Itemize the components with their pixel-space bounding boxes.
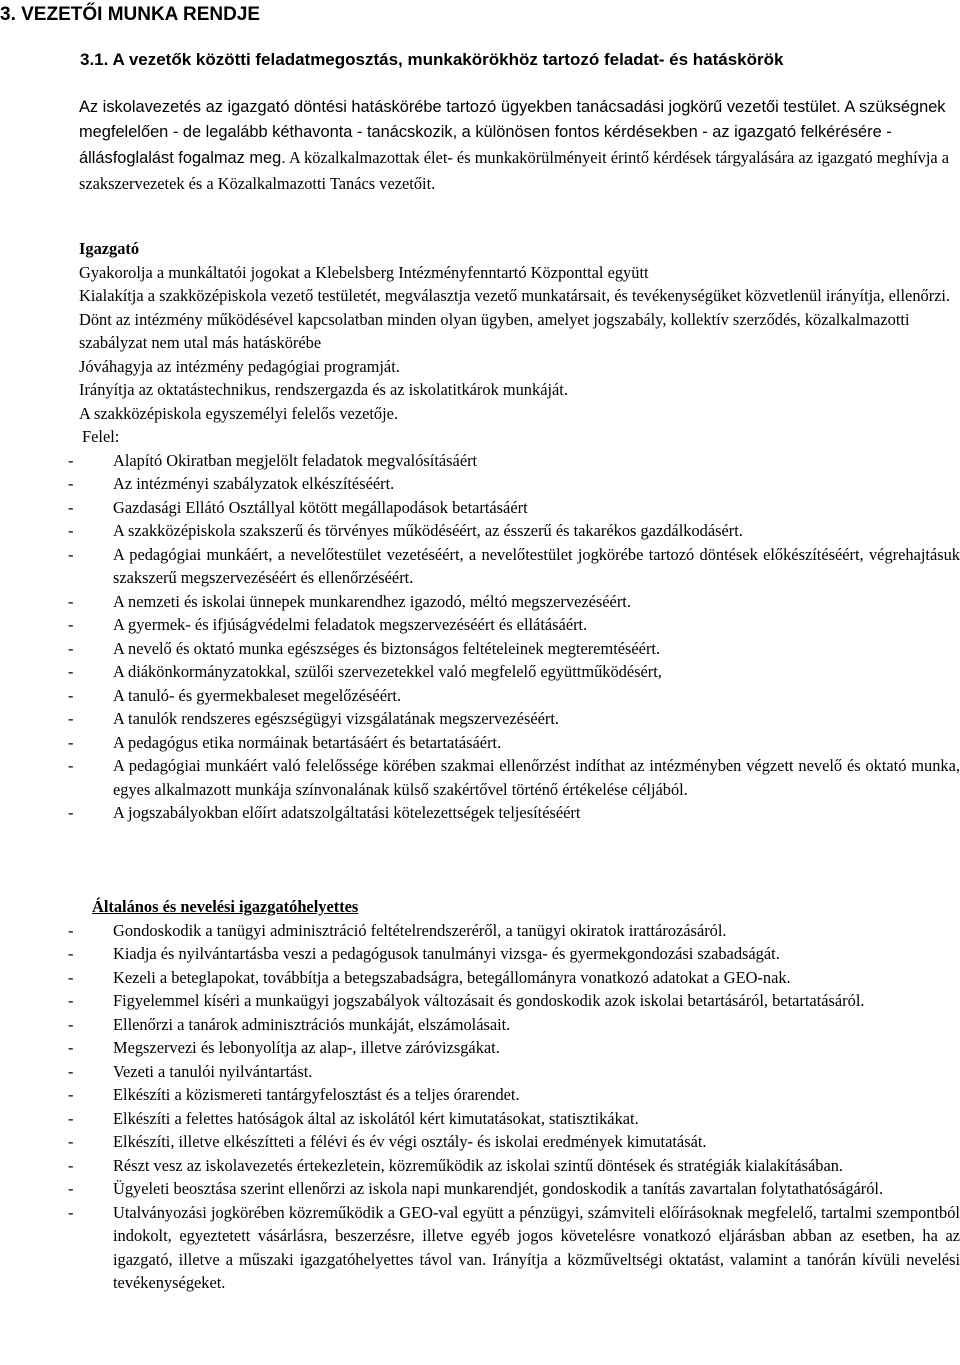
intro-text-b: A közalkalmazottak élet- és munkakörülményeit érintő kérdések tárgyalására az igazgató meghívja a szakszervezetek és a Közalkalmazotti Tanács vezetőit.: [79, 148, 950, 193]
list-item: [68, 754, 960, 801]
dash-bullet: -: [68, 1038, 74, 1057]
dash-bullet: -: [68, 920, 74, 940]
list-item: [68, 707, 960, 731]
list-item-text: A gyermek- és ifjúságvédelmi feladatok megszervezéséért és ellátásáért.: [113, 615, 588, 634]
list-item: [68, 1107, 960, 1131]
list-item: [68, 519, 960, 543]
dash-bullet: -: [68, 1085, 74, 1104]
list-item: [68, 496, 960, 520]
dash-bullet: -: [68, 1061, 74, 1081]
list-item-text: A tanuló- és gyermekbaleset megelőzéséért.: [113, 685, 402, 705]
subsection-title: 3.1. A vezetők közötti feladatmegosztás, munkakörökhöz tartozó feladat- és hatáskörök: [80, 50, 784, 69]
list-item-text: Elkészíti a felettes hatóságok által az iskolától kért kimutatásokat, statisztikákat.: [113, 1108, 639, 1128]
dash-bullet: -: [68, 967, 74, 987]
director-line: Irányítja az oktatástechnikus, rendszergazda és az iskolatitkárok munkáját.: [79, 380, 568, 399]
list-item: [68, 966, 960, 990]
list-item-text: A tanulók rendszeres egészségügyi vizsgálatának megszervezéséért.: [113, 709, 559, 728]
list-item-text: Elkészíti, illetve elkészítteti a félévi és év végi osztály- és iskolai eredmények kimutatását.: [113, 1132, 707, 1151]
dash-bullet: -: [68, 544, 74, 564]
list-item: [68, 472, 960, 496]
list-item-text: Ellenőrzi a tanárok adminisztrációs munkáját, elszámolásait.: [113, 1014, 511, 1034]
dash-bullet: -: [68, 756, 74, 775]
director-line: A szakközépiskola egyszemélyi felelős vezetője.: [79, 403, 399, 423]
list-item-text: A pedagógus etika normáinak betartásáért és betartatásáért.: [113, 732, 502, 752]
list-item: [68, 449, 960, 473]
dash-bullet: -: [68, 803, 74, 822]
list-item-text: A nemzeti és iskolai ünnepek munkarendhez igazodó, méltó megszervezéséért.: [113, 591, 631, 611]
section-title: 3. VEZETŐI MUNKA RENDJE: [0, 4, 261, 25]
director-line: Jóváhagyja az intézmény pedagógiai programját.: [79, 356, 400, 376]
list-item: [68, 1201, 960, 1295]
list-item: [68, 637, 960, 661]
list-item: [68, 942, 960, 966]
list-item-text: A nevelő és oktató munka egészséges és biztonságos feltételeinek megteremtéséért.: [113, 638, 661, 658]
list-item: [68, 590, 960, 614]
list-item: [68, 1083, 960, 1107]
list-item-text: A diákönkormányzatokkal, szülői szervezetekkel való megfelelő együttműködésért,: [113, 662, 662, 681]
list-item: [68, 1036, 960, 1060]
dash-bullet: -: [68, 991, 74, 1010]
list-item: [68, 801, 960, 825]
director-line: Gyakorolja a munkáltatói jogokat a Klebelsberg Intézményfenntartó Központtal együtt: [79, 262, 649, 282]
intro-paragraph: [79, 95, 959, 197]
list-item: [68, 731, 960, 755]
list-item-text: Kiadja és nyilvántartásba veszi a pedagógusok tanulmányi vizsga- és gyermekgondozási szabadságát.: [113, 944, 780, 963]
list-item: [68, 1130, 960, 1154]
list-item-text: Figyelemmel kíséri a munkaügyi jogszabályok változásait és gondoskodik azok iskolai betartásáról, betartatásáról.: [113, 991, 865, 1010]
list-item-text: Gondoskodik a tanügyi adminisztráció feltételrendszeréről, a tanügyi okiratok irattározásáról.: [113, 920, 727, 940]
dash-bullet: -: [68, 732, 74, 752]
list-item: [68, 613, 960, 637]
director-line: Dönt az intézmény működésével kapcsolatban minden olyan ügyben, amelyet jogszabály, kollektív szerződés, közalkalmazotti szabályzat nem utal más hatáskörébe: [79, 309, 910, 352]
dash-bullet: -: [68, 638, 74, 658]
dash-bullet: -: [68, 1132, 74, 1151]
list-item-text: Gazdasági Ellátó Osztállyal kötött megállapodások betartásáért: [113, 497, 528, 517]
list-item: [68, 684, 960, 708]
director-section: [68, 237, 960, 825]
dash-bullet: -: [68, 591, 74, 611]
list-item: [68, 919, 960, 943]
list-item-text: Alapító Okiratban megjelölt feladatok megvalósításáért: [113, 450, 478, 470]
list-item-text: Megszervezi és lebonyolítja az alap-, illetve záróvizsgákat.: [113, 1038, 500, 1057]
director-line: Kialakítja a szakközépiskola vezető testületét, megválasztja vezető munkatársait, és tevékenységüket közvetlenül irányítja, ellenőrzi.: [79, 286, 951, 305]
dash-bullet: -: [68, 1108, 74, 1128]
director-heading: Igazgató: [79, 239, 140, 258]
list-item: [68, 1177, 960, 1201]
list-item-text: A szakközépiskola szakszerű és törvényes működéséért, az ésszerű és takarékos gazdálkodásért.: [113, 521, 743, 540]
dash-bullet: -: [68, 944, 74, 963]
dash-bullet: -: [68, 1179, 74, 1198]
dash-bullet: -: [68, 709, 74, 728]
list-item: [68, 989, 960, 1013]
felel-label: Felel:: [82, 427, 120, 446]
list-item: [68, 660, 960, 684]
responsibility-list: [68, 449, 960, 825]
intro-text-a: Az iskolavezetés az igazgató döntési hatáskörébe tartozó ügyekben tanácsadási jogkörű vezetői testület. A szükségnek megfelelően - de legalább kéthavonta - tanácskozik, a különösen fontos kérdésekben - az igazgató felkérésére - állásfoglalást fogalmaz meg.: [79, 98, 946, 167]
dash-bullet: -: [68, 662, 74, 681]
list-item-text: A pedagógiai munkáért való felelőssége körében szakmai ellenőrzést indíthat az intézményben végzett nevelő és oktató munka, egyes alkalmazott munkája színvonalának külső szakértővel történő értékelése céljából.: [113, 756, 960, 799]
list-item: [68, 543, 960, 590]
dash-bullet: -: [68, 1014, 74, 1034]
list-item-text: Kezeli a beteglapokat, továbbítja a betegszabadságra, betegállományra vonatkozó adatokat a GEO-nak.: [113, 967, 791, 987]
list-item: [68, 1060, 960, 1084]
dash-bullet: -: [68, 521, 74, 540]
list-item: [68, 1154, 960, 1178]
dash-bullet: -: [68, 1202, 74, 1222]
list-item-text: Utalványozási jogkörében közreműködik a GEO-val együtt a pénzügyi, számviteli előírásoknak megfelelő, tartalmi szempontból indokolt, egyeztetett vásárlásra, beszerzésre, illetve egyéb jogos követelésre vonatkozó eljárásban abban az esetben, ha az igazgató, illetve a műszaki igazgatóhelyettes távol van. Irányítja a közműveltségi oktatást, valamint a tanórán kívüli nevelési tevékenységeket.: [113, 1202, 960, 1292]
list-item-text: Részt vesz az iskolavezetés értekezletein, közreműködik az iskolai szintű döntések és stratégiák kialakításában.: [113, 1155, 844, 1175]
list-item-text: Az intézményi szabályzatok elkészítéséért.: [113, 474, 395, 493]
list-item-text: Vezeti a tanulói nyilvántartást.: [113, 1061, 313, 1081]
deputy-section: [68, 895, 960, 1295]
deputy-duty-list: [68, 919, 960, 1295]
deputy-heading: Általános és nevelési igazgatóhelyettes: [92, 897, 359, 916]
list-item-text: Ügyeleti beosztása szerint ellenőrzi az iskola napi munkarendjét, gondoskodik a tanítás zavartalan folytathatóságáról.: [113, 1179, 884, 1198]
dash-bullet: -: [68, 450, 74, 470]
dash-bullet: -: [68, 615, 74, 634]
list-item-text: A pedagógiai munkáért, a nevelőtestület vezetéséért, a nevelőtestület jogkörébe tartozó döntések előkészítéséért, végrehajtásuk szakszerű megszervezéséért és ellenőrzéséért.: [113, 544, 960, 587]
dash-bullet: -: [68, 497, 74, 517]
dash-bullet: -: [68, 1155, 74, 1175]
list-item-text: A jogszabályokban előírt adatszolgáltatási kötelezettségek teljesítéséért: [113, 803, 581, 822]
list-item: [68, 1013, 960, 1037]
dash-bullet: -: [68, 685, 74, 705]
dash-bullet: -: [68, 474, 74, 493]
list-item-text: Elkészíti a közismereti tantárgyfelosztást és a teljes órarendet.: [113, 1085, 520, 1104]
